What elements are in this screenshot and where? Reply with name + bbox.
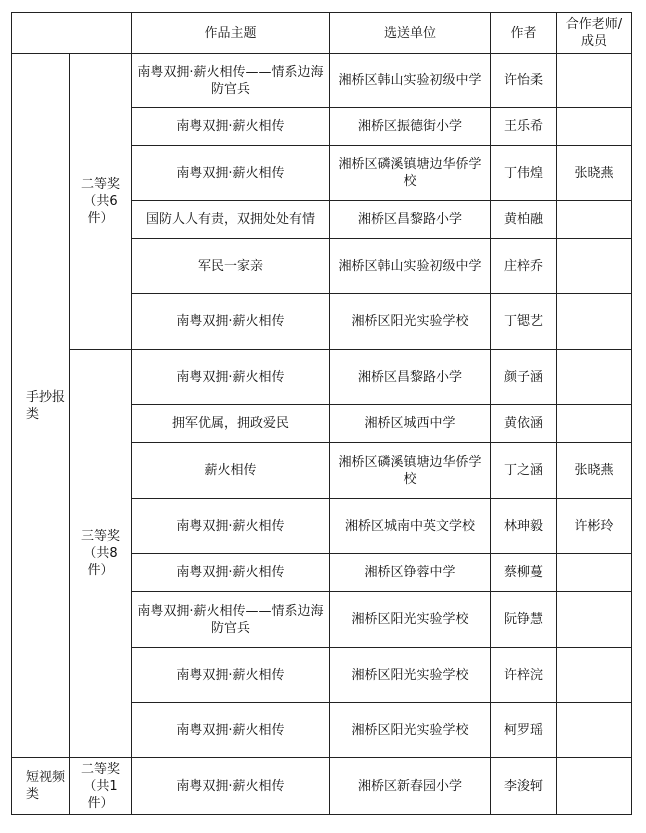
award-second-handdrawn: 二等奖（共6件） (70, 54, 132, 350)
cell-author: 丁之涵 (491, 443, 557, 499)
cell-author: 黄柏融 (491, 201, 557, 239)
cell-unit: 湘桥区昌黎路小学 (330, 350, 491, 405)
cell-unit: 湘桥区韩山实验初级中学 (330, 54, 491, 108)
cell-unit: 湘桥区阳光实验学校 (330, 294, 491, 350)
cell-author: 柯罗瑶 (491, 703, 557, 758)
header-unit: 选送单位 (330, 13, 491, 54)
cell-partner: 许彬玲 (557, 499, 632, 554)
cell-author: 黄依涵 (491, 405, 557, 443)
cell-author: 丁伟煌 (491, 146, 557, 201)
cell-unit: 湘桥区磷溪镇塘边华侨学校 (330, 146, 491, 201)
cell-theme: 南粤双拥·薪火相传 (132, 294, 330, 350)
cell-theme: 南粤双拥·薪火相传 (132, 758, 330, 815)
cell-theme: 拥军优属，拥政爱民 (132, 405, 330, 443)
cell-partner (557, 405, 632, 443)
cell-theme: 南粤双拥·薪火相传 (132, 648, 330, 703)
cell-theme: 南粤双拥·薪火相传——情系边海防官兵 (132, 54, 330, 108)
awards-table (11, 12, 632, 815)
cell-unit: 湘桥区阳光实验学校 (330, 648, 491, 703)
header-theme: 作品主题 (132, 13, 330, 54)
cell-author: 丁锶艺 (491, 294, 557, 350)
cell-unit: 湘桥区韩山实验初级中学 (330, 239, 491, 294)
cell-author: 阮铮慧 (491, 592, 557, 648)
cell-partner (557, 54, 632, 108)
cell-partner (557, 592, 632, 648)
award-second-video: 二等奖（共1件） (70, 758, 132, 815)
cell-author: 王乐希 (491, 108, 557, 146)
cell-unit: 湘桥区振德街小学 (330, 108, 491, 146)
cell-unit: 湘桥区城南中英文学校 (330, 499, 491, 554)
header-blank (12, 13, 132, 54)
cell-theme: 南粤双拥·薪火相传 (132, 350, 330, 405)
table-row (12, 54, 632, 108)
cell-theme: 国防人人有责，双拥处处有情 (132, 201, 330, 239)
cell-unit: 湘桥区磷溪镇塘边华侨学校 (330, 443, 491, 499)
cell-partner (557, 239, 632, 294)
cell-partner (557, 703, 632, 758)
cell-author: 庄梓乔 (491, 239, 557, 294)
cell-author: 林珅毅 (491, 499, 557, 554)
cell-theme: 南粤双拥·薪火相传 (132, 703, 330, 758)
cell-unit: 湘桥区阳光实验学校 (330, 592, 491, 648)
header-row (12, 13, 632, 54)
cell-partner (557, 108, 632, 146)
cell-partner (557, 758, 632, 815)
cell-partner: 张晓燕 (557, 146, 632, 201)
cell-author: 蔡柳蔓 (491, 554, 557, 592)
cell-author: 许怡柔 (491, 54, 557, 108)
cell-unit: 湘桥区新春园小学 (330, 758, 491, 815)
cell-author: 李浚轲 (491, 758, 557, 815)
header-author: 作者 (491, 13, 557, 54)
cell-theme: 南粤双拥·薪火相传——情系边海防官兵 (132, 592, 330, 648)
cell-partner (557, 350, 632, 405)
cell-theme: 南粤双拥·薪火相传 (132, 108, 330, 146)
award-third-handdrawn: 三等奖（共8件） (70, 350, 132, 758)
cell-partner (557, 554, 632, 592)
cell-unit: 湘桥区昌黎路小学 (330, 201, 491, 239)
category-handdrawn: 手抄报类 (12, 54, 70, 758)
cell-theme: 薪火相传 (132, 443, 330, 499)
cell-author: 许梓浣 (491, 648, 557, 703)
cell-partner (557, 201, 632, 239)
cell-unit: 湘桥区铮蓉中学 (330, 554, 491, 592)
cell-unit: 湘桥区阳光实验学校 (330, 703, 491, 758)
cell-partner (557, 648, 632, 703)
cell-theme: 南粤双拥·薪火相传 (132, 554, 330, 592)
cell-author: 颜子涵 (491, 350, 557, 405)
cell-unit: 湘桥区城西中学 (330, 405, 491, 443)
table-row (12, 350, 632, 405)
category-video: 短视频类 (12, 758, 70, 815)
table-row (12, 758, 632, 815)
header-partner: 合作老师/成员 (557, 13, 632, 54)
cell-partner: 张晓燕 (557, 443, 632, 499)
cell-theme: 南粤双拥·薪火相传 (132, 146, 330, 201)
cell-theme: 军民一家亲 (132, 239, 330, 294)
cell-partner (557, 294, 632, 350)
cell-theme: 南粤双拥·薪火相传 (132, 499, 330, 554)
